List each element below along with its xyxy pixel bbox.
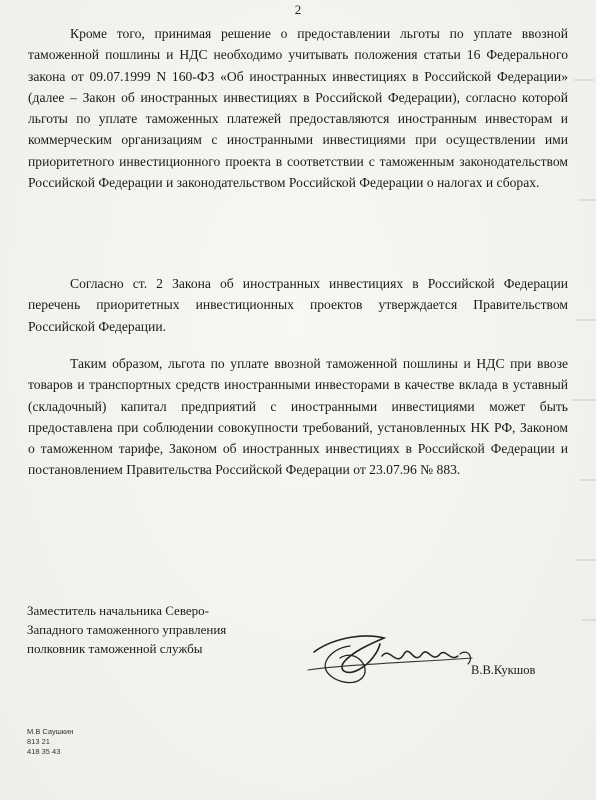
paragraph-priority-projects: Согласно ст. 2 Закона об иностранных инвестициях в Российской Федерации перечень приоритетных инвестиционных проектов утверждается Правительством Российской Федерации. xyxy=(28,276,568,334)
signatory-line: Заместитель начальника Северо- xyxy=(27,603,209,618)
signatory-name: В.В.Кукшов xyxy=(471,663,536,677)
executor-line: 813 21 xyxy=(27,737,50,746)
signatory-line: Западного таможенного управления xyxy=(27,622,227,637)
page-number: 2 xyxy=(294,2,302,17)
handwritten-signature xyxy=(300,618,520,696)
executor-info xyxy=(27,727,73,757)
signatory-line: полковник таможенной службы xyxy=(27,641,203,656)
signatory-position xyxy=(27,601,287,658)
executor-line: М.В Саушкин xyxy=(27,727,74,736)
paragraph-benefits-conditions: Кроме того, принимая решение о предоставлении льготы по уплате ввозной таможенной пошлины и НДС необходимо учитывать положения статьи 16 Федерального закона от 09.07.1999 N 160-ФЗ «Об иностранных инвестициях в Российской Федерации» (далее – Закон об иностранных инвестициях в Российской Федерации), согласно которой льготы по уплате таможенных платежей предоставляются иностранным инвесторам и коммерческим организациям с иностранными инвестициями при осуществлении ими приоритетного инвестиционного проекта в соответствии с таможенным законодательством Российской Федерации и законодательством Российской Федерации о налогах и сборах. xyxy=(28,26,568,191)
paragraph-conclusion: Таким образом, льгота по уплате ввозной таможенной пошлины и НДС при ввозе товаров и транспортных средств иностранными инвесторами в качестве вклада в уставный (складочный) капитал предприятий с иностранными инвестициями может быть предоставлена при соблюдении совокупности требований, установленных НК РФ, Законом о таможенном тарифе, Законом об иностранных инвестициях в Российской Федерации и постановлением Правительства Российской Федерации от 23.07.96 № 883. xyxy=(28,356,568,478)
executor-line: 418 35 43 xyxy=(27,747,61,756)
scan-edge-artifact xyxy=(566,20,596,660)
